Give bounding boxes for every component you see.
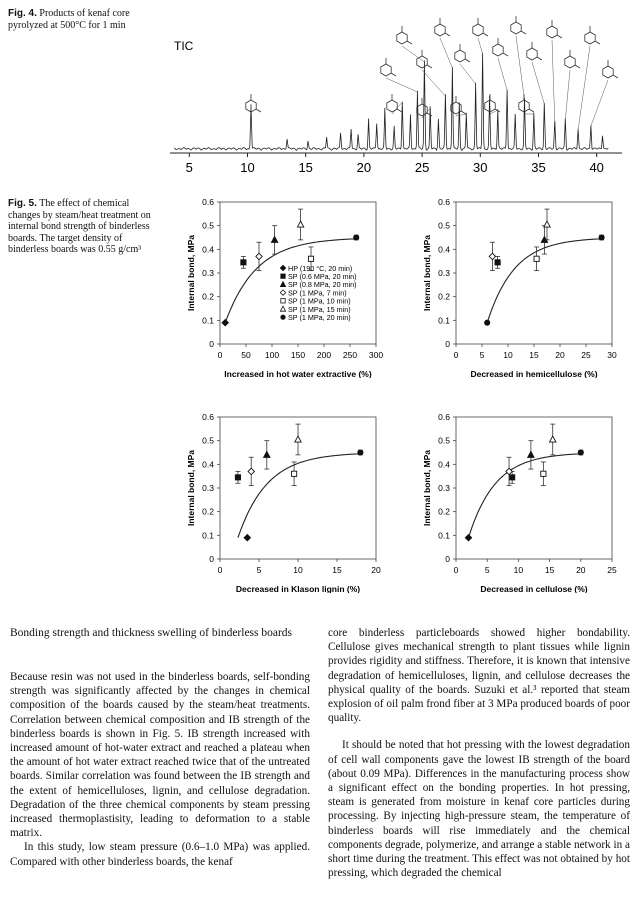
molecule-icon: [585, 26, 600, 44]
paragraph: It should be noted that hot pressing with the lowest degradation of cell wall components gave the lowest IB strength of the board (about 0.09 MPa). Differences in the manufacturing process show a significant effect on the bonding properties. In hot pressing, steam is generated from moisture in kenaf core particles during processing. By injecting high-pressure steam, the temperature of binderless boards will rise immediately and the chemical components degrade, polymerize, and arrange a stable network in a short time during the treatment. This effect was not obtained by hot pressing, which degraded the chemical: [328, 739, 630, 880]
y-tick-label: 0.3: [202, 268, 214, 278]
leader-line: [456, 114, 466, 116]
data-point: [244, 535, 250, 541]
data-point: [354, 235, 359, 240]
y-tick-label: 0.4: [438, 459, 450, 470]
y-tick-label: 0.6: [438, 197, 450, 207]
x-tick-label: 5: [479, 350, 485, 360]
y-tick-label: 0.4: [202, 244, 214, 255]
x-tick-label: 200: [316, 350, 332, 360]
fig5-panel-klason-lignin: [172, 408, 394, 593]
legend-label: SP (0.8 MPa, 20 min): [288, 280, 357, 290]
data-point: [599, 235, 604, 240]
x-axis-label: Decreased in hemicellulose (%): [470, 369, 598, 378]
fig4-chromatogram: [160, 10, 635, 188]
leader-line: [591, 80, 608, 126]
y-tick-label: 0.6: [202, 197, 214, 207]
y-tick-label: 0.5: [438, 435, 450, 446]
data-point: [248, 457, 254, 485]
data-point: [222, 320, 228, 326]
molecule-icon: [435, 18, 450, 36]
x-tick-label: 15: [332, 565, 342, 575]
y-tick-label: 0.1: [438, 315, 450, 326]
x-tick-label: 5: [256, 565, 262, 575]
legend-label: SP (1 MPa, 10 min): [288, 296, 351, 306]
y-tick-label: 0.5: [438, 220, 450, 231]
data-point: [358, 450, 363, 455]
y-tick-label: 0.2: [202, 506, 214, 517]
y-tick-label: 0.6: [438, 412, 450, 422]
data-point: [495, 256, 500, 268]
legend-label: SP (1 MPa, 7 min): [288, 288, 347, 298]
x-tick-label: 50: [241, 350, 251, 360]
molecule-icon: [527, 42, 542, 60]
y-tick-label: 0.1: [202, 315, 214, 326]
y-tick-label: 0.5: [202, 435, 214, 446]
x-tick-label: 35: [531, 160, 546, 175]
leader-line: [532, 62, 544, 104]
data-point: [578, 450, 583, 455]
legend: [280, 264, 356, 322]
data-point: [295, 424, 301, 455]
legend-label: SP (0.6 MPa, 20 min): [288, 272, 357, 281]
x-tick-label: 0: [217, 565, 223, 575]
plot-frame: [456, 417, 612, 559]
y-tick-label: 0.2: [438, 291, 450, 302]
data-point: [528, 441, 534, 469]
y-tick-label: 0.1: [202, 530, 214, 541]
y-tick-label: 0.2: [202, 291, 214, 302]
leader-line: [516, 36, 525, 100]
y-tick-label: 0.6: [202, 412, 214, 422]
x-tick-label: 15: [544, 565, 555, 575]
legend-marker: [280, 306, 285, 311]
x-tick-label: 30: [473, 160, 488, 175]
fig5-caption: [8, 198, 163, 256]
x-axis-label: Decreased in cellulose (%): [480, 584, 588, 593]
y-tick-label: 0.4: [202, 459, 214, 470]
y-tick-label: 0.1: [438, 530, 450, 541]
molecule-icon: [381, 58, 396, 76]
legend-marker: [281, 315, 285, 319]
fig4-x-ticks: [186, 153, 604, 175]
y-tick-label: 0.5: [202, 220, 214, 231]
leader-line: [552, 40, 555, 122]
plot-frame: [456, 202, 612, 344]
y-axis-label: Internal bond, MPa: [422, 234, 432, 312]
molecule-icon: [519, 94, 534, 112]
data-point: [465, 535, 471, 541]
y-tick-label: 0: [445, 339, 450, 349]
fig5-caption-text: The effect of chemical changes by steam/heat treatment on internal bond strength of binderless boards. The target density of binderless boards was 0.55 g/cm³: [8, 198, 151, 255]
leader-line: [460, 64, 476, 84]
left-column: [10, 670, 310, 869]
fit-curve: [469, 454, 581, 538]
legend-label: SP (1 MPa, 20 min): [288, 313, 351, 322]
x-tick-label: 30: [607, 350, 617, 360]
y-axis-label: Internal bond, MPa: [186, 449, 196, 527]
x-tick-label: 10: [513, 565, 524, 575]
molecule-icon: [603, 60, 618, 78]
x-tick-label: 250: [342, 350, 358, 360]
x-tick-label: 10: [293, 565, 303, 575]
x-axis-label: Decreased in Klason lignin (%): [235, 584, 361, 593]
leader-line: [565, 70, 570, 120]
data-point: [506, 457, 512, 485]
x-tick-label: 100: [264, 350, 280, 360]
legend-marker: [280, 265, 285, 270]
x-tick-label: 25: [414, 160, 430, 175]
leader-line: [498, 58, 507, 90]
x-tick-label: 25: [581, 350, 591, 360]
y-axis-label: Internal bond, MPa: [186, 234, 196, 312]
molecule-icon: [397, 26, 412, 44]
fig5-panel-cellulose: [408, 408, 630, 593]
fit-curve: [238, 454, 361, 538]
x-tick-label: 0: [453, 565, 459, 575]
leader-line: [490, 110, 498, 114]
leader-line: [386, 78, 417, 92]
x-tick-label: 10: [240, 160, 255, 175]
data-point: [489, 242, 495, 270]
data-point: [550, 424, 556, 455]
molecule-icon: [493, 38, 508, 56]
x-tick-label: 20: [555, 350, 565, 360]
leader-line: [402, 46, 424, 62]
fig4-number: Fig. 4.: [8, 8, 37, 19]
molecule-icon: [387, 94, 402, 112]
y-tick-label: 0.2: [438, 506, 450, 517]
y-tick-label: 0.3: [202, 483, 214, 493]
leader-line: [478, 38, 483, 54]
y-tick-label: 0: [209, 554, 214, 564]
x-tick-label: 10: [503, 350, 513, 360]
x-tick-label: 0: [453, 350, 459, 360]
x-tick-label: 0: [217, 350, 223, 360]
legend-label: SP (1 MPa, 15 min): [288, 304, 351, 314]
x-axis-label: Increased in hot water extractive (%): [224, 369, 372, 378]
molecule-icon: [547, 20, 562, 38]
x-tick-label: 5: [185, 160, 193, 175]
x-tick-label: 5: [484, 565, 490, 575]
x-tick-label: 150: [290, 350, 306, 360]
legend-marker: [281, 274, 285, 278]
data-point: [241, 256, 246, 268]
legend-marker: [280, 290, 285, 295]
paragraph: Because resin was not used in the binderless boards, self-bonding strength was significantly affected by the changes in chemical composition of the boards caused by the steam/heat treatments. Correlation between chemical composition and IB strength of the binderless boards is shown in Fig. 5. IB strength increased with increased amount of hot-water extract and reached a plateau when the amount of hot water extract reached twice that of the untreated boards. Similar correlation was found between the IB strength and the extent of hemicelluloses, lignin, and cellulose degradation. Degradation of the three chemical components by steam pressing increased thermoplastisity, leading to deformation to a stable matrix.: [10, 671, 310, 840]
molecule-icon: [565, 50, 580, 68]
paragraph: core binderless particleboards showed higher bondability. Cellulose gives mechanical strength to plant tissues while lignin provides rigidity and stiffness. Therefore, it is known that intensive degradation of hemicelluloses, lignin, and cellulose decreases the physical quality of the boards. Suzuki et al.³ reported that steam explosion of oil palm frond fiber at 3 MPa produced boards of poor quality.: [328, 627, 630, 725]
y-tick-label: 0: [445, 554, 450, 564]
x-tick-label: 15: [298, 160, 313, 175]
paragraph: In this study, low steam pressure (0.6–1.0 MPa) was applied. Compared with other binderless boards, the kenaf: [10, 841, 310, 868]
y-tick-label: 0: [209, 339, 214, 349]
data-point: [271, 226, 277, 254]
x-tick-label: 15: [529, 350, 539, 360]
section-title: Bonding strength and thickness swelling of binderless boards: [10, 627, 293, 639]
x-tick-label: 300: [368, 350, 384, 360]
data-point: [256, 242, 262, 270]
leader-line: [440, 38, 452, 68]
tic-label: TIC: [174, 39, 194, 53]
legend-label: HP (190 °C, 20 min): [288, 263, 353, 273]
fig5-panel-hemicellulose: [408, 193, 630, 378]
x-tick-label: 20: [356, 160, 372, 175]
data-point: [264, 441, 270, 469]
leader-line: [422, 108, 430, 118]
fig5-number: Fig. 5.: [8, 198, 37, 209]
molecule-icon: [455, 44, 470, 62]
fig4-caption: [8, 8, 158, 31]
x-tick-label: 20: [371, 565, 381, 575]
y-tick-label: 0.3: [438, 268, 450, 278]
data-point: [297, 209, 303, 240]
x-tick-label: 40: [589, 160, 604, 175]
legend-marker: [280, 282, 285, 287]
chemical-structures: [246, 16, 618, 130]
molecule-icon: [511, 16, 526, 34]
data-point: [485, 320, 490, 325]
y-axis-label: Internal bond, MPa: [422, 449, 432, 527]
leader-line: [578, 46, 590, 130]
x-tick-label: 20: [576, 565, 586, 575]
y-tick-label: 0.4: [438, 244, 450, 255]
y-tick-label: 0.3: [438, 483, 450, 493]
fig5-panel-hot-water-extractive: [172, 193, 394, 378]
data-point: [541, 462, 546, 486]
molecule-icon: [246, 94, 261, 112]
molecule-icon: [473, 18, 488, 36]
data-point: [235, 471, 240, 483]
right-column: [328, 626, 630, 880]
leader-line: [422, 70, 445, 96]
legend-marker: [281, 299, 285, 303]
x-tick-label: 25: [607, 565, 617, 575]
fig4-caption-text: Products of kenaf core pyrolyzed at 500°C for 1 min: [8, 8, 130, 31]
